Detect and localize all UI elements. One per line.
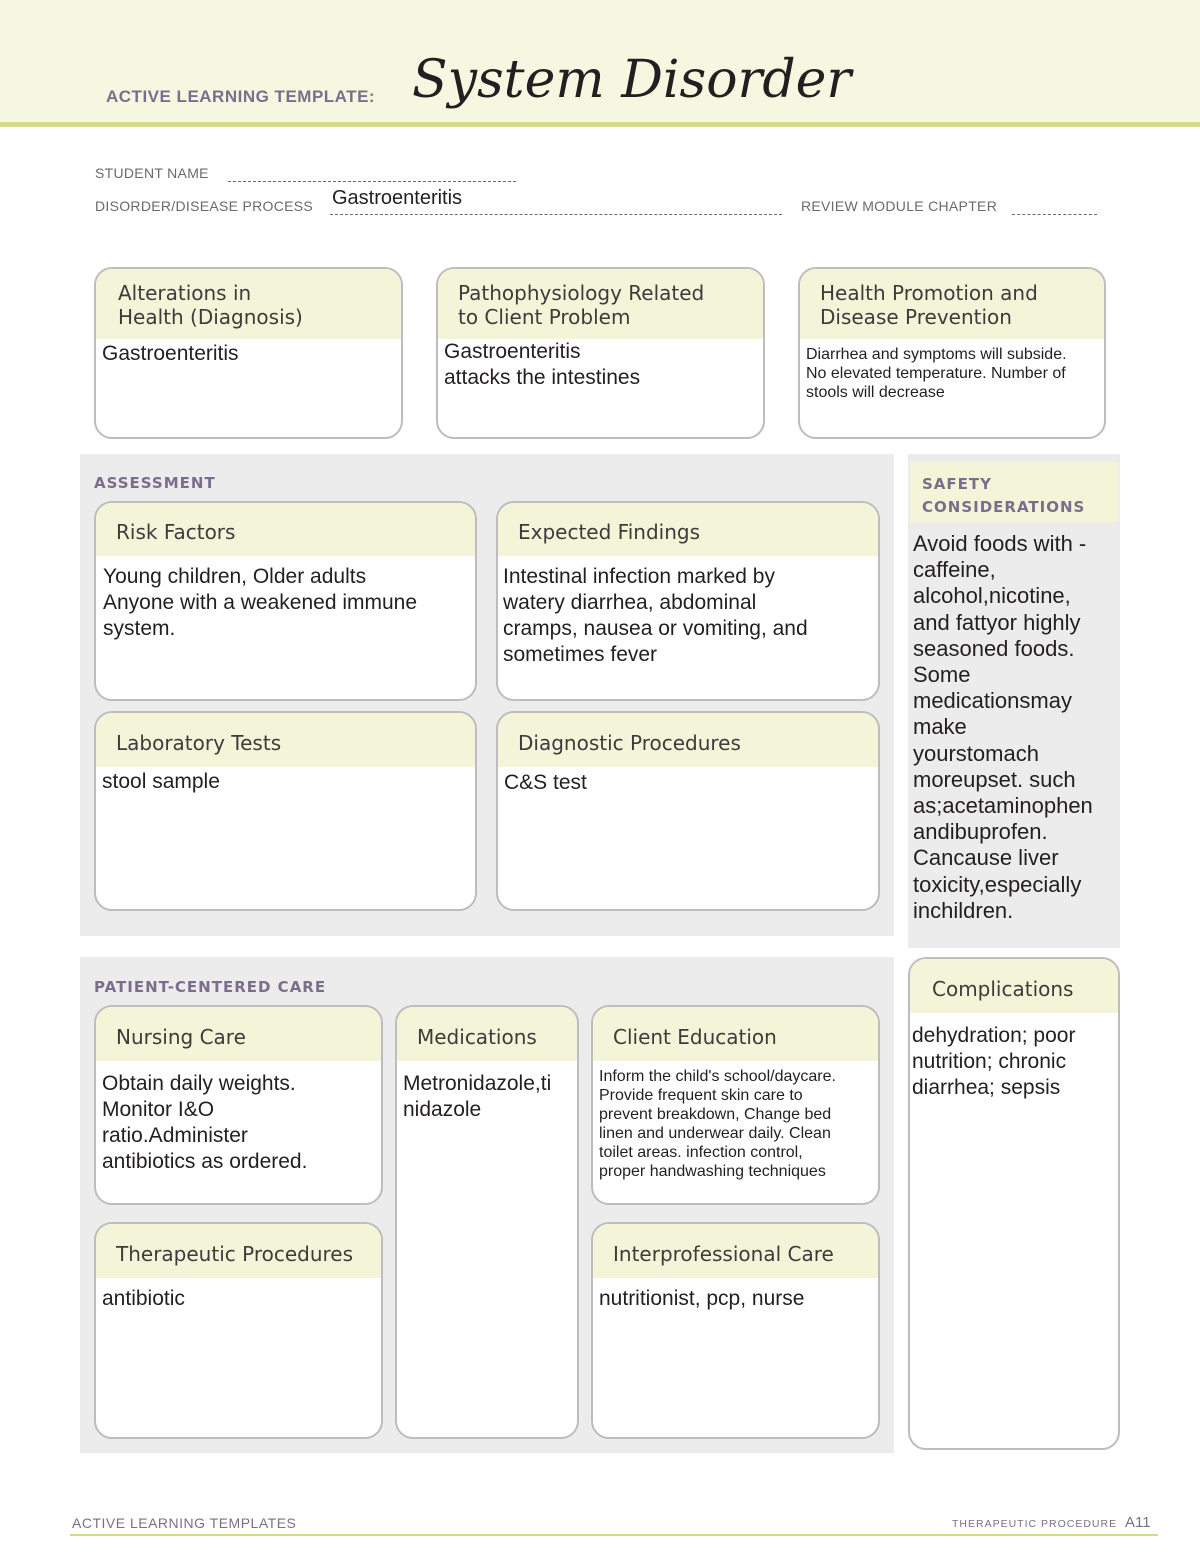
pathophysiology-title-line1: Pathophysiology Related: [458, 281, 705, 305]
alterations-box: [94, 267, 403, 439]
risk-factors-body-line1: Young children, Older adults: [103, 565, 367, 588]
safety-line: seasoned foods.: [913, 635, 1075, 661]
medications-body-line1: Metronidazole,ti: [403, 1072, 552, 1095]
health-promotion-body-line2: No elevated temperature. Number of: [806, 365, 1066, 382]
therapeutic-procedures-title: Therapeutic Procedures: [116, 1242, 354, 1266]
client-education-body-line6: proper handwashing techniques: [599, 1163, 826, 1180]
safety-line: make: [913, 714, 967, 740]
safety-label-line1: SAFETY: [922, 475, 992, 493]
interprofessional-care-title: Interprofessional Care: [613, 1242, 834, 1266]
page-number: A11: [1125, 1514, 1151, 1531]
review-module-field[interactable]: [1012, 214, 1097, 215]
nursing-care-body-line1: Obtain daily weights.: [102, 1072, 296, 1095]
disorder-value: Gastroenteritis: [332, 187, 463, 209]
health-promotion-title-line1: Health Promotion and: [820, 281, 1038, 305]
safety-label: [922, 473, 1085, 519]
pathophysiology-title-line2: to Client Problem: [458, 305, 631, 329]
medications-title: Medications: [417, 1025, 537, 1049]
complications-body-line3: diarrhea; sepsis: [912, 1076, 1061, 1099]
safety-line: Avoid foods with -: [913, 531, 1087, 556]
complications-box: [908, 957, 1120, 1450]
nursing-care-body-line3: ratio.Administer: [102, 1124, 248, 1147]
expected-findings-body-line4: sometimes fever: [503, 643, 658, 666]
complications-body-line1: dehydration; poor: [912, 1024, 1076, 1047]
footer-right: THERAPEUTIC PROCEDURE: [952, 1518, 1118, 1530]
risk-factors-title: Risk Factors: [116, 520, 236, 544]
alterations-body: Gastroenteritis: [102, 342, 239, 365]
risk-factors-body-line3: system.: [103, 617, 176, 640]
pathophysiology-body-line2: attacks the intestines: [444, 366, 641, 389]
safety-line: caffeine,: [913, 557, 996, 583]
medications-box: [395, 1005, 579, 1439]
nursing-care-body-line2: Monitor I&O: [102, 1098, 215, 1121]
safety-line: Cancause liver: [913, 845, 1059, 871]
therapeutic-procedures-box: [94, 1222, 383, 1439]
risk-factors-box: [94, 501, 477, 701]
alterations-title-line2: Health (Diagnosis): [118, 305, 303, 329]
review-module-label: REVIEW MODULE CHAPTER: [801, 198, 998, 214]
safety-line: moreupset. such: [913, 766, 1076, 792]
complications-title: Complications: [932, 977, 1074, 1001]
nursing-care-body-line4: antibiotics as ordered.: [102, 1150, 308, 1173]
safety-text: [913, 531, 1118, 924]
pathophysiology-body-line1: Gastroenteritis: [444, 340, 581, 363]
diagnostic-procedures-body: C&S test: [504, 771, 587, 794]
safety-line: alcohol,nicotine,: [913, 583, 1071, 609]
laboratory-tests-body: stool sample: [102, 770, 220, 793]
laboratory-tests-title: Laboratory Tests: [116, 731, 282, 755]
student-name-field[interactable]: [228, 181, 516, 182]
diagnostic-procedures-title: Diagnostic Procedures: [518, 731, 741, 755]
safety-line: andibuprofen.: [913, 819, 1048, 845]
expected-findings-body-line2: watery diarrhea, abdominal: [503, 591, 757, 614]
laboratory-tests-box: [94, 711, 477, 911]
risk-factors-body-line2: Anyone with a weakened immune: [103, 591, 418, 614]
expected-findings-body-line1: Intestinal infection marked by: [503, 565, 775, 588]
interprofessional-care-body: nutritionist, pcp, nurse: [599, 1287, 805, 1310]
safety-label-line2: CONSIDERATIONS: [922, 498, 1086, 516]
client-education-body-line2: Provide frequent skin care to: [599, 1087, 803, 1104]
complications-body-line2: nutrition; chronic: [912, 1050, 1067, 1073]
student-name-label: STUDENT NAME: [95, 165, 209, 181]
safety-line: yourstomach: [913, 740, 1039, 766]
expected-findings-box: [496, 501, 880, 701]
safety-line: and fattyor highly: [913, 609, 1081, 635]
health-promotion-body-line3: stools will decrease: [806, 384, 945, 401]
expected-findings-body-line3: cramps, nausea or vomiting, and: [503, 617, 808, 640]
therapeutic-procedures-body: antibiotic: [102, 1287, 185, 1310]
footer-divider: [70, 1534, 1158, 1536]
alterations-title-line1: Alterations in: [118, 281, 252, 305]
patient-care-label: PATIENT-CENTERED CARE: [94, 978, 327, 996]
client-education-body-line1: Inform the child's school/daycare.: [599, 1068, 836, 1085]
client-education-body-line5: toilet areas. infection control,: [599, 1144, 803, 1161]
template-label: ACTIVE LEARNING TEMPLATE:: [106, 87, 376, 106]
safety-line: inchildren.: [913, 897, 1014, 923]
assessment-label: ASSESSMENT: [94, 474, 216, 492]
footer-left: ACTIVE LEARNING TEMPLATES: [72, 1515, 297, 1531]
client-education-title: Client Education: [613, 1025, 777, 1049]
pathophysiology-box: [436, 267, 765, 439]
interprofessional-care-box: [591, 1222, 880, 1439]
disorder-field[interactable]: [330, 214, 782, 215]
expected-findings-title: Expected Findings: [518, 520, 700, 544]
safety-line: as;acetaminophen: [913, 793, 1093, 819]
client-education-box: [591, 1005, 880, 1205]
health-promotion-title-line2: Disease Prevention: [820, 305, 1012, 329]
page-title: System Disorder: [412, 50, 852, 110]
nursing-care-box: [94, 1005, 383, 1205]
client-education-body-line3: prevent breakdown, Change bed: [599, 1106, 832, 1123]
health-promotion-box: [798, 267, 1106, 439]
medications-body-line2: nidazole: [403, 1098, 482, 1121]
health-promotion-body-line1: Diarrhea and symptoms will subside.: [806, 346, 1067, 363]
safety-line: medicationsmay: [913, 688, 1072, 714]
disorder-label: DISORDER/DISEASE PROCESS: [95, 198, 314, 214]
safety-line: toxicity,especially: [913, 871, 1082, 897]
client-education-body-line4: linen and underwear daily. Clean: [599, 1125, 831, 1142]
diagnostic-procedures-box: [496, 711, 880, 911]
safety-line: Some: [913, 662, 971, 688]
nursing-care-title: Nursing Care: [116, 1025, 246, 1049]
